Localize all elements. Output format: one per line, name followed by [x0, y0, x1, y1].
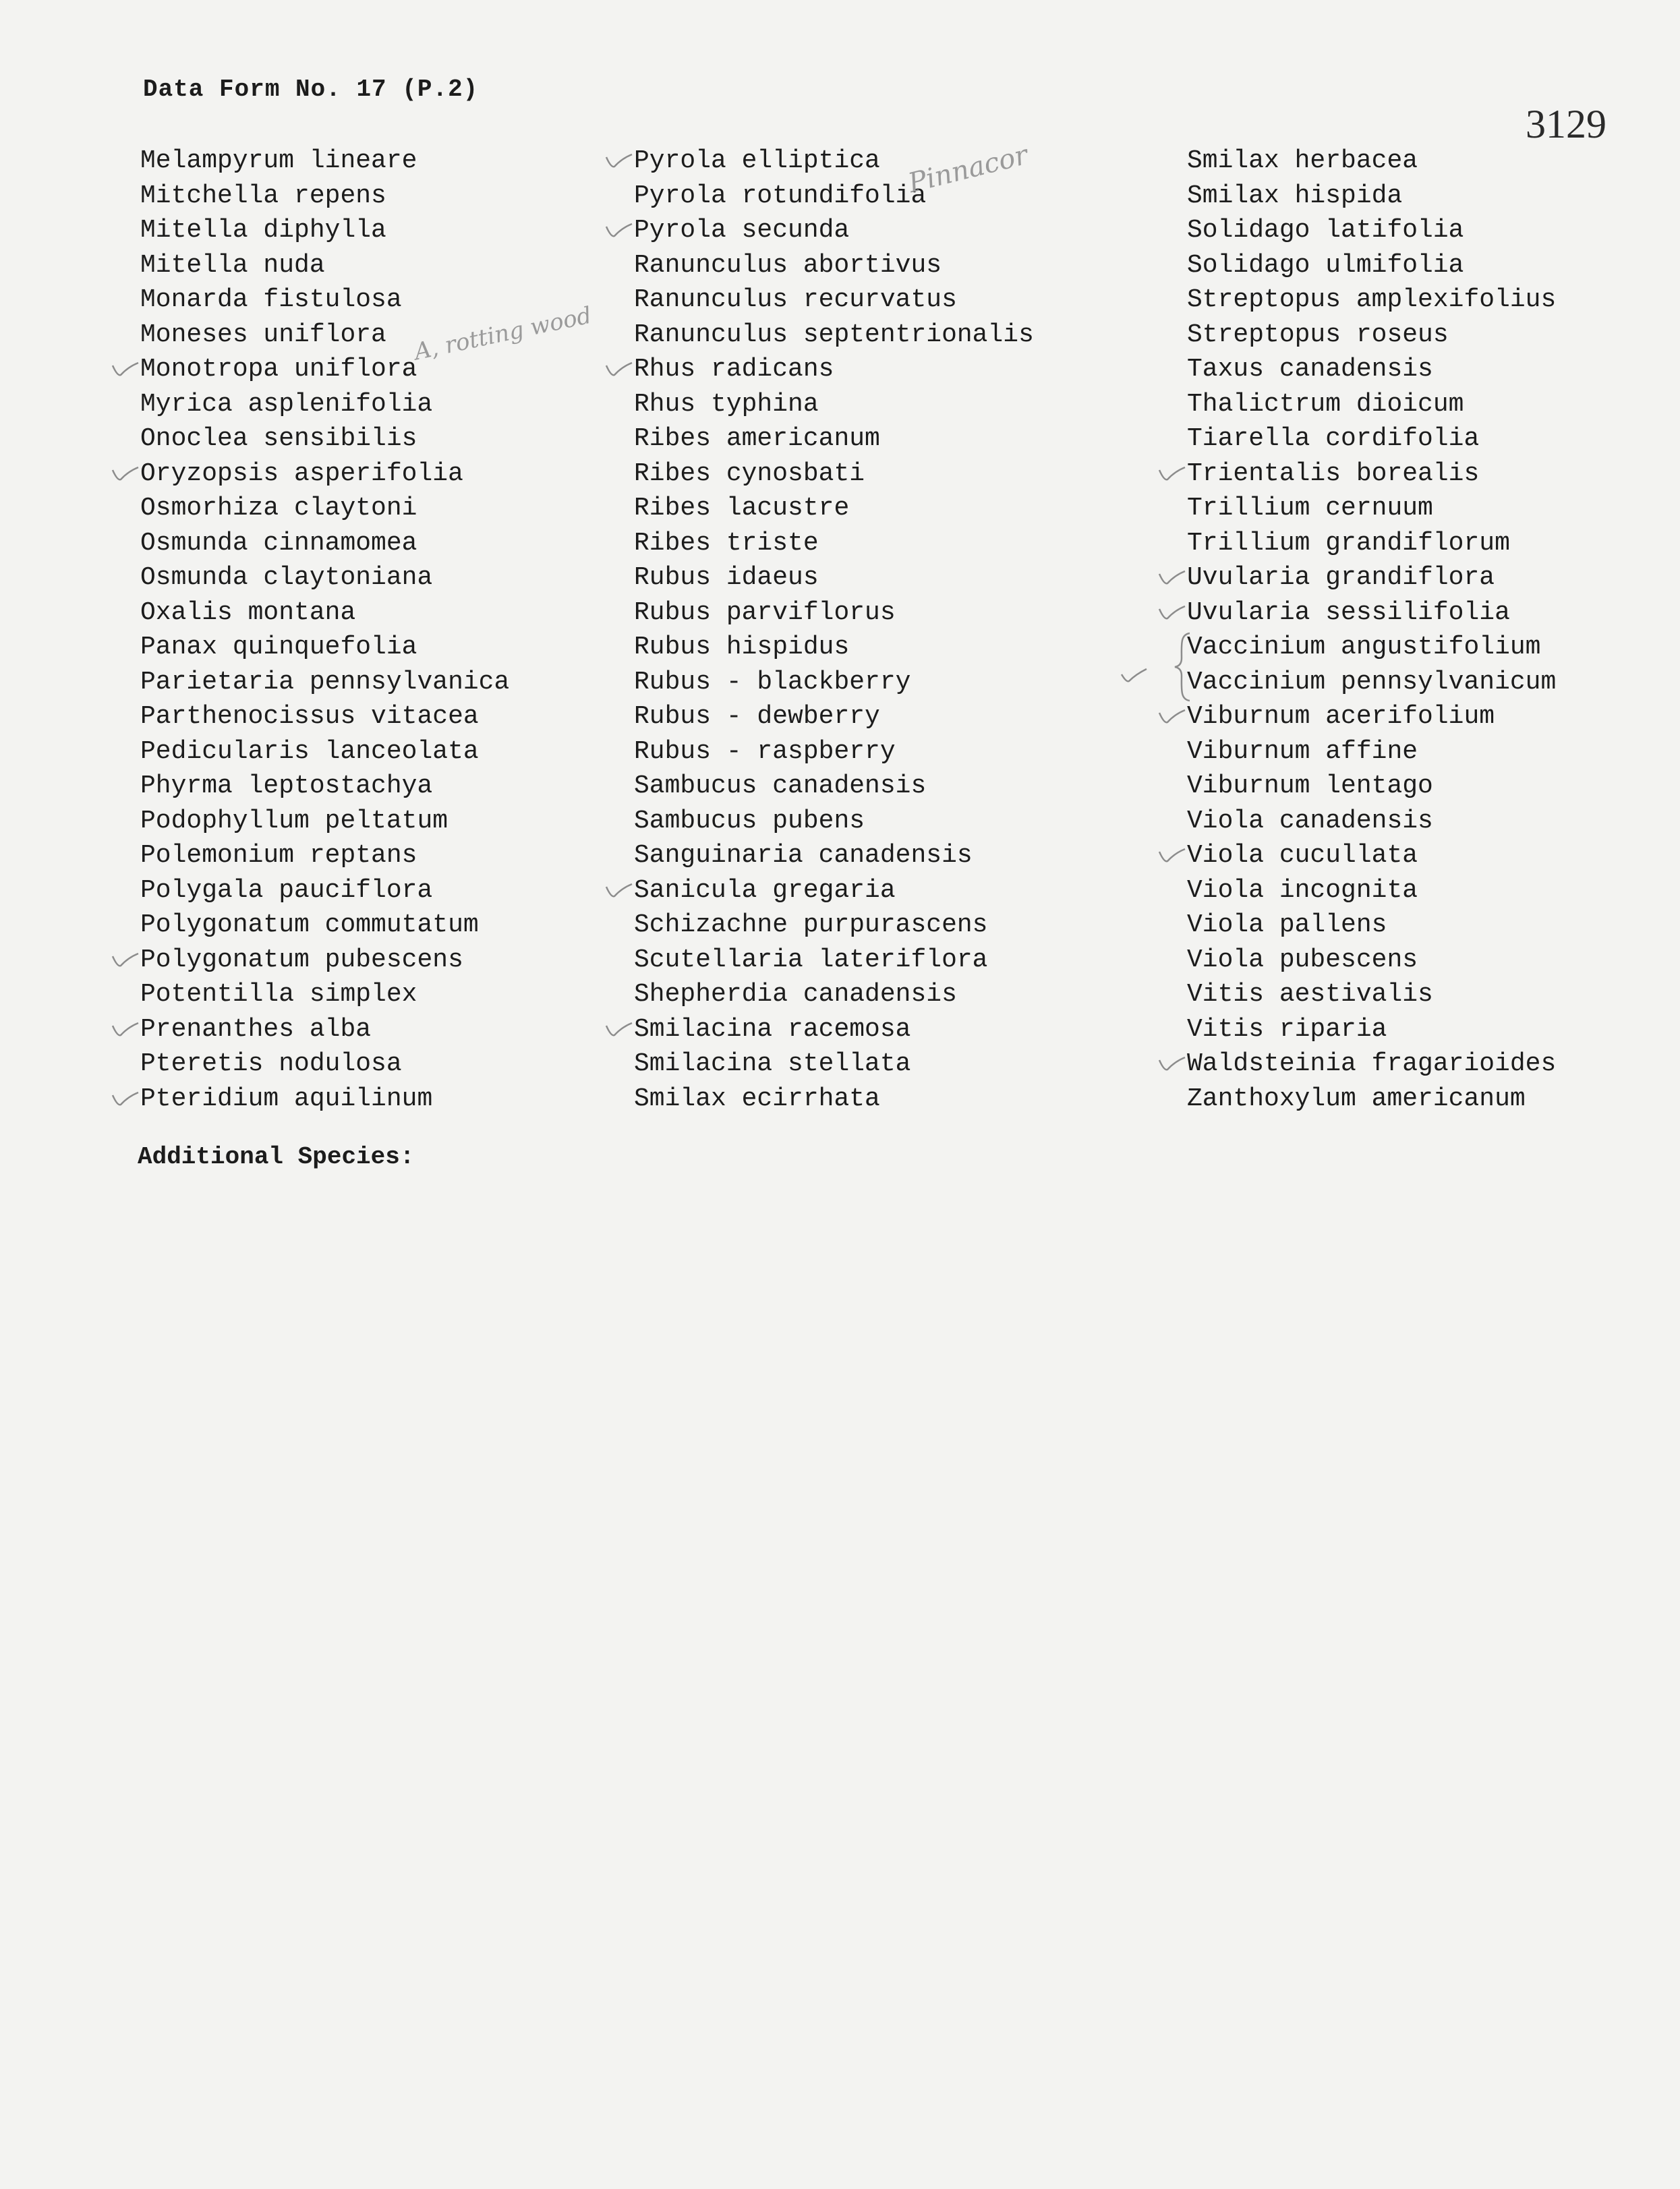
vaccinium-check-icon	[1120, 662, 1148, 689]
pencil-check-icon	[111, 1084, 139, 1111]
species-item	[634, 1082, 1034, 1117]
additional-species-label: Additional Species:	[138, 1143, 415, 1171]
species-item	[634, 908, 1034, 943]
species-name: Viburnum acerifolium	[1187, 702, 1495, 731]
species-name: Polygonatum pubescens	[140, 945, 463, 974]
species-item	[634, 560, 1034, 595]
species-name: Onoclea sensibilis	[140, 424, 417, 453]
species-column-1	[140, 144, 509, 1116]
species-name: Polemonium reptans	[140, 841, 417, 870]
species-name: Shepherdia canadensis	[634, 980, 957, 1009]
pencil-check-icon	[604, 1015, 633, 1042]
species-name: Podophyllum peltatum	[140, 806, 448, 836]
species-name: Trillium cernuum	[1187, 494, 1433, 523]
pencil-check-icon	[111, 355, 139, 382]
species-name: Viola pallens	[1187, 910, 1387, 939]
species-name: Vaccinium pennsylvanicum	[1187, 667, 1557, 697]
species-name: Panax quinquefolia	[140, 633, 417, 662]
species-name: Parietaria pennsylvanica	[140, 667, 510, 697]
pencil-check-icon	[111, 1015, 139, 1042]
species-item	[634, 665, 1034, 700]
pencil-check-icon	[111, 945, 139, 972]
species-name: Waldsteinia fragarioides	[1187, 1049, 1557, 1078]
species-item	[140, 769, 509, 804]
species-name: Ribes cynosbati	[634, 459, 865, 488]
species-name: Parthenocissus vitacea	[140, 702, 479, 731]
species-item	[634, 387, 1034, 422]
species-item	[634, 318, 1034, 353]
species-name: Vaccinium angustifolium	[1187, 633, 1541, 662]
species-name: Rubus idaeus	[634, 563, 819, 592]
species-item	[140, 699, 509, 734]
species-name: Pteretis nodulosa	[140, 1049, 402, 1078]
species-item	[1187, 804, 1556, 839]
species-item	[634, 873, 1034, 908]
species-item	[1187, 248, 1556, 283]
species-name: Trillium grandiflorum	[1187, 528, 1510, 558]
species-name: Smilacina racemosa	[634, 1014, 911, 1044]
species-item	[634, 699, 1034, 734]
species-item	[140, 283, 509, 318]
species-item	[1187, 873, 1556, 908]
species-item	[634, 734, 1034, 769]
species-item	[1187, 526, 1556, 561]
species-item	[140, 873, 509, 908]
species-item	[140, 248, 509, 283]
species-item	[140, 734, 509, 769]
species-name: Rubus hispidus	[634, 633, 850, 662]
species-name: Smilax ecirrhata	[634, 1084, 880, 1113]
species-name: Oryzopsis asperifolia	[140, 459, 463, 488]
species-name: Smilax hispida	[1187, 181, 1403, 210]
species-item	[140, 457, 509, 492]
species-name: Ribes lacustre	[634, 494, 850, 523]
species-name: Moneses uniflora	[140, 320, 386, 349]
species-name: Rhus typhina	[634, 389, 819, 419]
species-item	[1187, 387, 1556, 422]
species-item	[140, 977, 509, 1012]
species-column-2	[634, 144, 1034, 1116]
species-name: Ribes americanum	[634, 424, 880, 453]
species-item	[634, 1047, 1034, 1082]
species-item	[1187, 213, 1556, 248]
species-name: Phyrma leptostachya	[140, 771, 433, 800]
species-item	[1187, 734, 1556, 769]
pencil-check-icon	[604, 355, 633, 382]
species-name: Monarda fistulosa	[140, 285, 402, 314]
species-item	[634, 283, 1034, 318]
species-item	[140, 908, 509, 943]
species-name: Rhus radicans	[634, 355, 834, 384]
species-item	[634, 1012, 1034, 1047]
pencil-check-icon	[1157, 563, 1186, 590]
species-name: Mitella diphylla	[140, 216, 386, 245]
pencil-check-icon	[1157, 1049, 1186, 1076]
species-name: Osmunda claytoniana	[140, 563, 433, 592]
species-name: Ranunculus septentrionalis	[634, 320, 1034, 349]
species-name: Viola canadensis	[1187, 806, 1433, 836]
species-item	[634, 491, 1034, 526]
species-name: Oxalis montana	[140, 597, 356, 627]
species-name: Scutellaria lateriflora	[634, 945, 988, 974]
species-item	[1187, 144, 1556, 179]
species-name: Smilacina stellata	[634, 1049, 911, 1078]
species-item	[634, 838, 1034, 873]
species-name: Viola pubescens	[1187, 945, 1418, 974]
page-number: 3129	[1526, 102, 1606, 146]
species-item	[140, 943, 509, 978]
species-item	[634, 213, 1034, 248]
species-item	[140, 1082, 509, 1117]
pencil-check-icon	[604, 146, 633, 173]
species-item	[634, 421, 1034, 457]
species-item	[634, 769, 1034, 804]
species-name: Uvularia grandiflora	[1187, 563, 1495, 592]
vaccinium-brace-icon	[1172, 631, 1192, 703]
species-name: Pyrola secunda	[634, 216, 850, 245]
species-item	[140, 1012, 509, 1047]
species-item	[140, 144, 509, 179]
species-name: Rubus - dewberry	[634, 702, 880, 731]
species-name: Prenanthes alba	[140, 1014, 372, 1044]
species-item	[140, 179, 509, 214]
species-name: Vitis riparia	[1187, 1014, 1387, 1044]
species-name: Tiarella cordifolia	[1187, 424, 1480, 453]
species-name: Mitchella repens	[140, 181, 386, 210]
species-item	[1187, 560, 1556, 595]
species-name: Polygala pauciflora	[140, 875, 433, 905]
species-name: Viola cucullata	[1187, 841, 1418, 870]
species-name: Vitis aestivalis	[1187, 980, 1433, 1009]
species-name: Polygonatum commutatum	[140, 910, 479, 939]
species-item	[140, 213, 509, 248]
species-item	[1187, 699, 1556, 734]
species-name: Zanthoxylum americanum	[1187, 1084, 1526, 1113]
species-name: Smilax herbacea	[1187, 146, 1418, 175]
species-name: Trientalis borealis	[1187, 459, 1480, 488]
species-item	[1187, 1047, 1556, 1082]
species-name: Sanicula gregaria	[634, 875, 896, 905]
handwritten-note-pyrola: Pinnacor	[905, 139, 1031, 200]
species-item	[1187, 908, 1556, 943]
species-item	[140, 838, 509, 873]
species-name: Uvularia sessilifolia	[1187, 597, 1510, 627]
form-title: Data Form No. 17 (P.2)	[143, 76, 479, 103]
species-item	[1187, 665, 1556, 700]
species-item	[1187, 352, 1556, 387]
species-item	[634, 352, 1034, 387]
species-name: Solidago ulmifolia	[1187, 250, 1464, 280]
species-item	[1187, 769, 1556, 804]
species-item	[634, 630, 1034, 665]
pencil-check-icon	[1157, 598, 1186, 625]
species-item	[140, 387, 509, 422]
species-item	[1187, 318, 1556, 353]
species-item	[140, 630, 509, 665]
species-name: Taxus canadensis	[1187, 355, 1433, 384]
species-name: Myrica asplenifolia	[140, 389, 433, 419]
species-item	[140, 595, 509, 631]
species-item	[1187, 1012, 1556, 1047]
pencil-check-icon	[111, 459, 139, 486]
species-name: Pedicularis lanceolata	[140, 736, 479, 766]
species-name: Ribes triste	[634, 528, 819, 558]
species-name: Rubus - raspberry	[634, 736, 896, 766]
species-name: Pyrola elliptica	[634, 146, 880, 175]
species-item	[1187, 179, 1556, 214]
species-name: Streptopus amplexifolius	[1187, 285, 1557, 314]
pencil-check-icon	[1157, 841, 1186, 868]
species-item	[634, 248, 1034, 283]
pencil-check-icon	[1157, 702, 1186, 729]
species-item	[140, 491, 509, 526]
species-item	[140, 1047, 509, 1082]
species-item	[140, 421, 509, 457]
pencil-check-icon	[1157, 459, 1186, 486]
species-name: Osmorhiza claytoni	[140, 494, 417, 523]
species-item	[634, 943, 1034, 978]
species-item	[140, 665, 509, 700]
species-name: Streptopus roseus	[1187, 320, 1449, 349]
species-item	[140, 526, 509, 561]
species-name: Monotropa uniflora	[140, 355, 417, 384]
species-item	[1187, 421, 1556, 457]
species-name: Solidago latifolia	[1187, 216, 1464, 245]
species-item	[1187, 977, 1556, 1012]
species-item	[1187, 630, 1556, 665]
species-item	[634, 804, 1034, 839]
species-name: Sanguinaria canadensis	[634, 841, 973, 870]
species-name: Rubus parviflorus	[634, 597, 896, 627]
species-name: Sambucus pubens	[634, 806, 865, 836]
species-name: Viburnum affine	[1187, 736, 1418, 766]
species-item	[140, 560, 509, 595]
species-column-3	[1187, 144, 1556, 1116]
species-item	[1187, 283, 1556, 318]
species-name: Schizachne purpurascens	[634, 910, 988, 939]
species-item	[1187, 1082, 1556, 1117]
species-name: Pteridium aquilinum	[140, 1084, 433, 1113]
species-item	[140, 804, 509, 839]
species-name: Mitella nuda	[140, 250, 325, 280]
species-name: Sambucus canadensis	[634, 771, 927, 800]
species-item	[634, 595, 1034, 631]
species-name: Pyrola rotundifolia	[634, 181, 927, 210]
species-name: Ranunculus abortivus	[634, 250, 942, 280]
pencil-check-icon	[604, 216, 633, 243]
species-name: Potentilla simplex	[140, 980, 417, 1009]
species-name: Thalictrum dioicum	[1187, 389, 1464, 419]
species-name: Ranunculus recurvatus	[634, 285, 957, 314]
species-item	[1187, 457, 1556, 492]
handwritten-note-rotting-wood: A, rotting wood	[411, 301, 594, 366]
pencil-check-icon	[604, 876, 633, 903]
species-name: Osmunda cinnamomea	[140, 528, 417, 558]
species-item	[1187, 491, 1556, 526]
species-item	[1187, 838, 1556, 873]
species-item	[1187, 943, 1556, 978]
species-item	[634, 977, 1034, 1012]
species-item	[1187, 595, 1556, 631]
species-item	[634, 526, 1034, 561]
species-name: Melampyrum lineare	[140, 146, 417, 175]
species-item	[634, 457, 1034, 492]
species-name: Viola incognita	[1187, 875, 1418, 905]
species-name: Viburnum lentago	[1187, 771, 1433, 800]
species-name: Rubus - blackberry	[634, 667, 911, 697]
